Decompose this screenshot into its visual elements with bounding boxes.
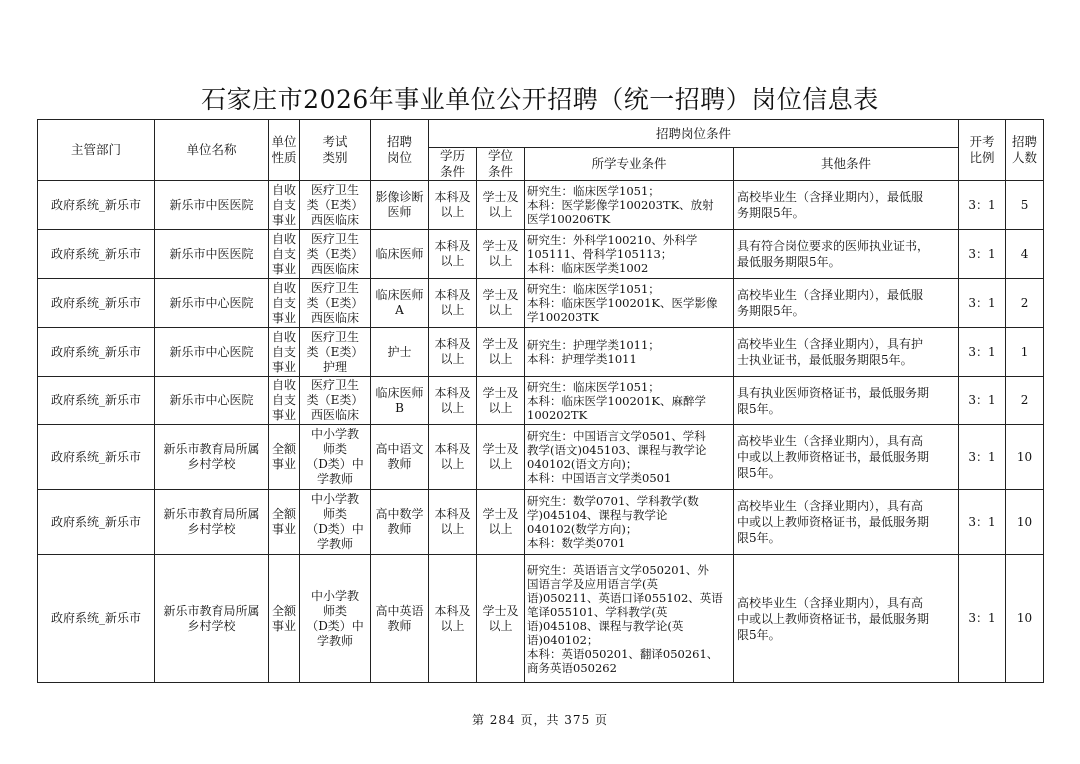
cell-count: 1 [1006, 328, 1044, 377]
cell-nature: 自收 自支 事业 [269, 377, 300, 425]
cell-dept: 政府系统_新乐市 [38, 279, 155, 328]
cell-major: 研究生：临床医学1051； 本科：临床医学100201K、麻醉学 100202TK [525, 377, 734, 425]
cell-major: 研究生：中国语言文学0501、学科 教学(语文)045103、课程与教学论 040102(语文方向)； 本科：中国语言文学类0501 [525, 425, 734, 490]
table-row [38, 328, 1044, 377]
cell-other: 高校毕业生（含择业期内），具有高 中或以上教师资格证书，最低服务期 限5年。 [734, 555, 959, 683]
cell-major: 研究生：英语语言文学050201、外 国语言学及应用语言学(英 语)050211、英语口译055102、英语 笔译055101、学科教学(英 语)045108、课程与教学论(英 语)040102； 本科：英语050201、翻译050261、 商务英语050262 [525, 555, 734, 683]
table-row [38, 555, 1044, 683]
cell-ratio: 3：1 [959, 555, 1006, 683]
cell-dept: 政府系统_新乐市 [38, 490, 155, 555]
cell-ratio: 3：1 [959, 377, 1006, 425]
cell-exam: 中小学教 师类 （D类）中 学教师 [300, 490, 371, 555]
cell-other: 高校毕业生（含择业期内），最低服 务期限5年。 [734, 181, 959, 230]
cell-dept: 政府系统_新乐市 [38, 328, 155, 377]
cell-unit: 新乐市教育局所属 乡村学校 [155, 490, 269, 555]
cell-post: 护士 [371, 328, 429, 377]
cell-ratio: 3：1 [959, 279, 1006, 328]
cell-unit: 新乐市中心医院 [155, 279, 269, 328]
header-count: 招聘 人数 [1006, 120, 1044, 181]
cell-degree: 学士及 以上 [477, 328, 525, 377]
cell-unit: 新乐市中医医院 [155, 181, 269, 230]
cell-edu: 本科及 以上 [429, 279, 477, 328]
cell-ratio: 3：1 [959, 328, 1006, 377]
cell-nature: 全额 事业 [269, 490, 300, 555]
header-conditions: 招聘岗位条件 [429, 120, 959, 148]
cell-major: 研究生：数学0701、学科教学(数 学)045104、课程与教学论 040102(数学方向)； 本科：数学类0701 [525, 490, 734, 555]
cell-ratio: 3：1 [959, 181, 1006, 230]
cell-unit: 新乐市中心医院 [155, 328, 269, 377]
cell-unit: 新乐市教育局所属 乡村学校 [155, 425, 269, 490]
cell-count: 2 [1006, 279, 1044, 328]
cell-post: 临床医师 B [371, 377, 429, 425]
cell-ratio: 3：1 [959, 230, 1006, 279]
header-nature: 单位 性质 [269, 120, 300, 181]
cell-nature: 自收 自支 事业 [269, 181, 300, 230]
cell-other: 高校毕业生（含择业期内），具有护 士执业证书，最低服务期限5年。 [734, 328, 959, 377]
cell-major: 研究生：临床医学1051； 本科：临床医学100201K、医学影像 学100203TK [525, 279, 734, 328]
page-title: 石家庄市2026年事业单位公开招聘（统一招聘）岗位信息表 [201, 85, 879, 114]
cell-count: 10 [1006, 490, 1044, 555]
cell-edu: 本科及 以上 [429, 490, 477, 555]
cell-unit: 新乐市中心医院 [155, 377, 269, 425]
cell-edu: 本科及 以上 [429, 181, 477, 230]
cell-post: 影像诊断 医师 [371, 181, 429, 230]
cell-edu: 本科及 以上 [429, 555, 477, 683]
cell-degree: 学士及 以上 [477, 490, 525, 555]
header-degree: 学位 条件 [477, 148, 525, 181]
cell-unit: 新乐市中医医院 [155, 230, 269, 279]
cell-exam: 医疗卫生 类（E类） 西医临床 [300, 181, 371, 230]
cell-exam: 中小学教 师类 （D类）中 学教师 [300, 425, 371, 490]
cell-count: 4 [1006, 230, 1044, 279]
cell-dept: 政府系统_新乐市 [38, 555, 155, 683]
cell-major: 研究生：临床医学1051； 本科：医学影像学100203TK、放射 医学100206TK [525, 181, 734, 230]
table-row [38, 279, 1044, 328]
cell-nature: 自收 自支 事业 [269, 328, 300, 377]
cell-degree: 学士及 以上 [477, 555, 525, 683]
cell-other: 高校毕业生（含择业期内），具有高 中或以上教师资格证书，最低服务期 限5年。 [734, 425, 959, 490]
cell-edu: 本科及 以上 [429, 377, 477, 425]
header-major: 所学专业条件 [525, 148, 734, 181]
cell-nature: 自收 自支 事业 [269, 279, 300, 328]
cell-count: 10 [1006, 425, 1044, 490]
cell-edu: 本科及 以上 [429, 328, 477, 377]
cell-dept: 政府系统_新乐市 [38, 230, 155, 279]
cell-count: 5 [1006, 181, 1044, 230]
cell-other: 具有符合岗位要求的医师执业证书， 最低服务期限5年。 [734, 230, 959, 279]
table-row [38, 377, 1044, 425]
cell-degree: 学士及 以上 [477, 425, 525, 490]
cell-exam: 医疗卫生 类（E类） 护理 [300, 328, 371, 377]
cell-other: 高校毕业生（含择业期内），最低服 务期限5年。 [734, 279, 959, 328]
cell-exam: 医疗卫生 类（E类） 西医临床 [300, 377, 371, 425]
table-row [38, 230, 1044, 279]
cell-post: 临床医师 [371, 230, 429, 279]
cell-other: 具有执业医师资格证书，最低服务期 限5年。 [734, 377, 959, 425]
header-ratio: 开考 比例 [959, 120, 1006, 181]
cell-degree: 学士及 以上 [477, 230, 525, 279]
cell-degree: 学士及 以上 [477, 181, 525, 230]
header-unit: 单位名称 [155, 120, 269, 181]
cell-degree: 学士及 以上 [477, 279, 525, 328]
cell-dept: 政府系统_新乐市 [38, 377, 155, 425]
cell-post: 高中英语 教师 [371, 555, 429, 683]
header-edu: 学历 条件 [429, 148, 477, 181]
header-post: 招聘 岗位 [371, 120, 429, 181]
cell-edu: 本科及 以上 [429, 230, 477, 279]
cell-ratio: 3：1 [959, 425, 1006, 490]
cell-post: 临床医师 A [371, 279, 429, 328]
header-exam: 考试 类别 [300, 120, 371, 181]
page-footer: 第 284 页，共 375 页 [471, 713, 609, 727]
job-info-table [37, 119, 1044, 683]
cell-degree: 学士及 以上 [477, 377, 525, 425]
cell-count: 10 [1006, 555, 1044, 683]
cell-exam: 中小学教 师类 （D类）中 学教师 [300, 555, 371, 683]
header-dept: 主管部门 [38, 120, 155, 181]
cell-exam: 医疗卫生 类（E类） 西医临床 [300, 279, 371, 328]
table-row [38, 490, 1044, 555]
cell-count: 2 [1006, 377, 1044, 425]
table-row [38, 181, 1044, 230]
cell-unit: 新乐市教育局所属 乡村学校 [155, 555, 269, 683]
cell-post: 高中语文 教师 [371, 425, 429, 490]
cell-nature: 自收 自支 事业 [269, 230, 300, 279]
cell-major: 研究生：护理学类1011； 本科：护理学类1011 [525, 328, 734, 377]
cell-exam: 医疗卫生 类（E类） 西医临床 [300, 230, 371, 279]
table-row [38, 425, 1044, 490]
header-other: 其他条件 [734, 148, 959, 181]
cell-major: 研究生：外科学100210、外科学 105111、骨科学105113； 本科：临床医学类1002 [525, 230, 734, 279]
cell-other: 高校毕业生（含择业期内），具有高 中或以上教师资格证书，最低服务期 限5年。 [734, 490, 959, 555]
cell-nature: 全额 事业 [269, 555, 300, 683]
cell-dept: 政府系统_新乐市 [38, 425, 155, 490]
cell-nature: 全额 事业 [269, 425, 300, 490]
cell-dept: 政府系统_新乐市 [38, 181, 155, 230]
cell-post: 高中数学 教师 [371, 490, 429, 555]
cell-ratio: 3：1 [959, 490, 1006, 555]
cell-edu: 本科及 以上 [429, 425, 477, 490]
